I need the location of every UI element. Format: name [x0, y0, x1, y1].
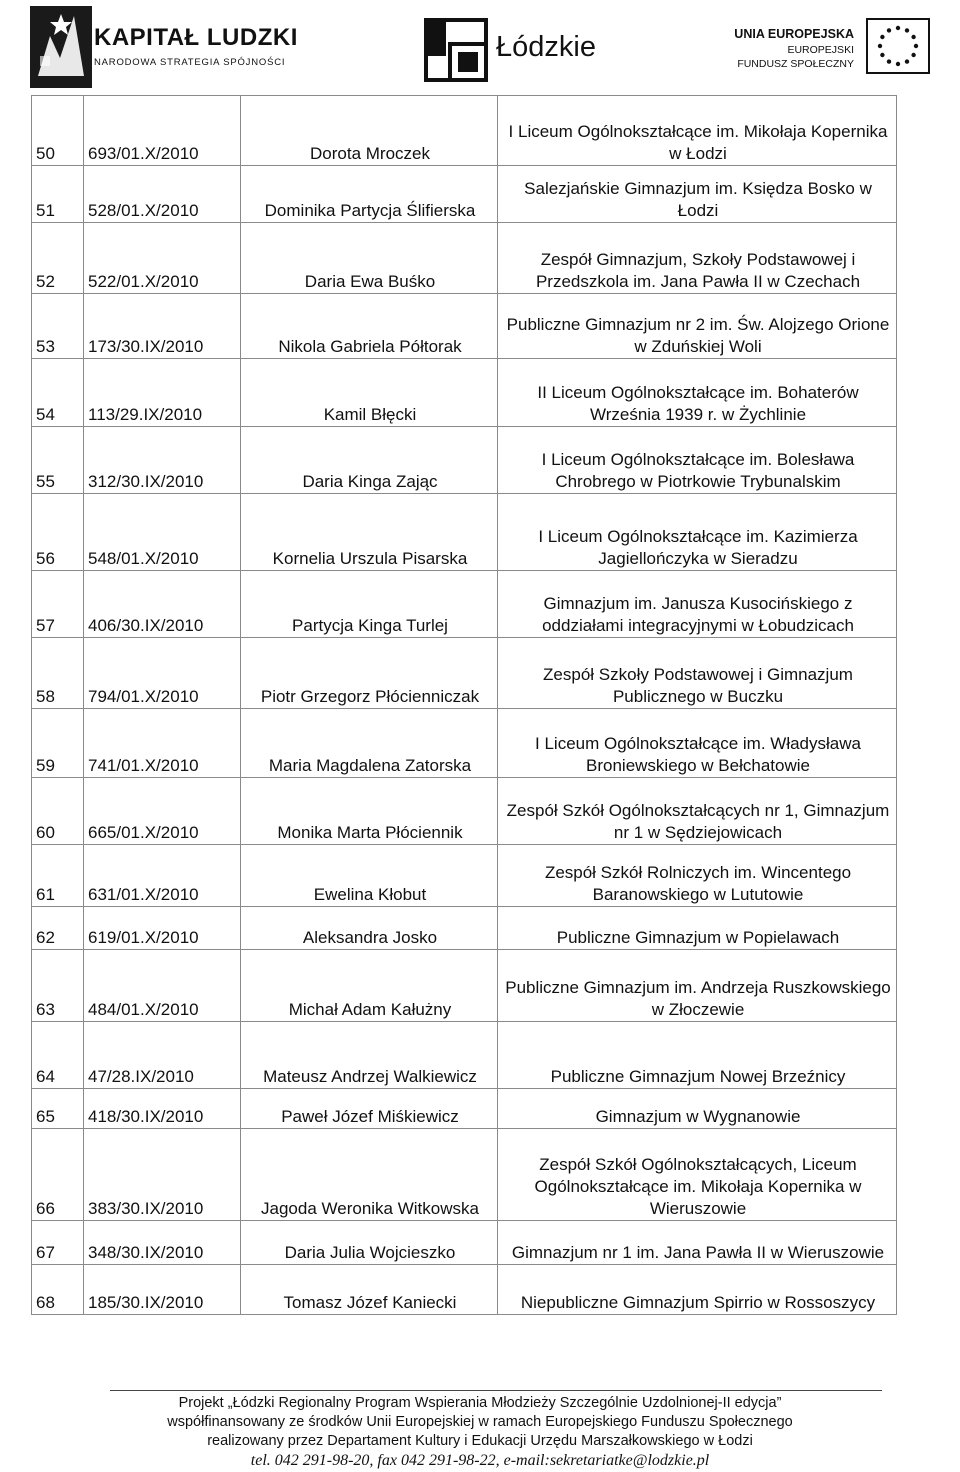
row-school: I Liceum Ogólnokształcące im. Władysława Broniewskiego w Bełchatowie: [498, 709, 897, 778]
table-row: [32, 638, 897, 709]
row-number: 63: [32, 950, 84, 1022]
row-number: 64: [32, 1022, 84, 1089]
table-row: [32, 1265, 897, 1315]
row-reference: 418/30.IX/2010: [84, 1089, 241, 1129]
row-number: 59: [32, 709, 84, 778]
table-row: [32, 709, 897, 778]
row-reference: 47/28.IX/2010: [84, 1022, 241, 1089]
footer-line-funding: współfinansowany ze środków Unii Europejskiej w ramach Europejskiego Funduszu Społecznego: [167, 1414, 793, 1430]
row-reference: 348/30.IX/2010: [84, 1221, 241, 1265]
table-row: [32, 1221, 897, 1265]
row-student-name: Mateusz Andrzej Walkiewicz: [241, 1022, 498, 1089]
eu-star-icon: [896, 62, 900, 66]
row-reference: 693/01.X/2010: [84, 96, 241, 166]
table-row: [32, 494, 897, 571]
row-number: 54: [32, 359, 84, 427]
row-student-name: Michał Adam Kałużny: [241, 950, 498, 1022]
row-reference: 406/30.IX/2010: [84, 571, 241, 638]
ue-title: UNIA EUROPEJSKA: [734, 27, 854, 41]
lodzkie-logo-icon: [424, 18, 488, 82]
eu-star-icon: [896, 26, 900, 30]
row-reference: 794/01.X/2010: [84, 638, 241, 709]
row-reference: 484/01.X/2010: [84, 950, 241, 1022]
row-school: Salezjańskie Gimnazjum im. Księdza Bosko w Łodzi: [498, 166, 897, 223]
eu-flag-icon: [866, 18, 930, 74]
kapital-ludzki-logo-icon: [30, 6, 92, 88]
table-row: [32, 166, 897, 223]
row-student-name: Aleksandra Josko: [241, 907, 498, 950]
footer-line-contact: tel. 042 291-98-20, fax 042 291-98-22, e-mail:sekretariatke@lodzkie.pl: [250, 1452, 710, 1469]
lodzkie-title: Łódzkie: [496, 31, 596, 63]
row-number: 62: [32, 907, 84, 950]
eu-star-icon: [911, 53, 915, 57]
row-student-name: Dorota Mroczek: [241, 96, 498, 166]
row-school: Zespół Szkół Ogólnokształcących, Liceum Ogólnokształcące im. Mikołaja Kopernika w Wieruszowie: [498, 1129, 897, 1221]
table-row: [32, 950, 897, 1022]
row-reference: 522/01.X/2010: [84, 223, 241, 294]
row-reference: 631/01.X/2010: [84, 845, 241, 907]
table-row: [32, 294, 897, 359]
row-number: 67: [32, 1221, 84, 1265]
row-student-name: Nikola Gabriela Półtorak: [241, 294, 498, 359]
table-row: [32, 223, 897, 294]
laureates-table: [31, 95, 897, 1315]
row-school: I Liceum Ogólnokształcące im. Mikołaja Kopernika w Łodzi: [498, 96, 897, 166]
row-number: 66: [32, 1129, 84, 1221]
row-student-name: Jagoda Weronika Witkowska: [241, 1129, 498, 1221]
table-row: [32, 1022, 897, 1089]
row-number: 57: [32, 571, 84, 638]
row-student-name: Daria Ewa Buśko: [241, 223, 498, 294]
row-student-name: Daria Kinga Zając: [241, 427, 498, 494]
row-reference: 741/01.X/2010: [84, 709, 241, 778]
row-reference: 312/30.IX/2010: [84, 427, 241, 494]
row-school: Zespół Szkoły Podstawowej i Gimnazjum Publicznego w Buczku: [498, 638, 897, 709]
row-student-name: Piotr Grzegorz Płócienniczak: [241, 638, 498, 709]
row-number: 53: [32, 294, 84, 359]
table-row: [32, 427, 897, 494]
footer-divider: [110, 1390, 882, 1391]
ue-subtitle-2: FUNDUSZ SPOŁECZNY: [737, 58, 854, 70]
row-number: 55: [32, 427, 84, 494]
ue-subtitle-1: EUROPEJSKI: [787, 44, 854, 56]
eu-star-icon: [887, 28, 891, 32]
row-number: 52: [32, 223, 84, 294]
row-student-name: Paweł Józef Miśkiewicz: [241, 1089, 498, 1129]
eu-star-icon: [880, 35, 884, 39]
row-school: Zespół Gimnazjum, Szkoły Podstawowej i Przedszkola im. Jana Pawła II w Czechach: [498, 223, 897, 294]
eu-star-icon: [905, 28, 909, 32]
table-row: [32, 907, 897, 950]
row-student-name: Kornelia Urszula Pisarska: [241, 494, 498, 571]
table-row: [32, 1089, 897, 1129]
row-number: 61: [32, 845, 84, 907]
row-student-name: Partycja Kinga Turlej: [241, 571, 498, 638]
kapital-ludzki-title: KAPITAŁ LUDZKI: [94, 24, 298, 51]
row-student-name: Daria Julia Wojcieszko: [241, 1221, 498, 1265]
row-number: 68: [32, 1265, 84, 1315]
row-school: Gimnazjum im. Janusza Kusocińskiego z oddziałami integracyjnymi w Łobudzicach: [498, 571, 897, 638]
row-school: Gimnazjum nr 1 im. Jana Pawła II w Wieruszowie: [498, 1221, 897, 1265]
kapital-ludzki-subtitle: NARODOWA STRATEGIA SPÓJNOŚCI: [94, 57, 286, 68]
page-footer: [0, 1394, 960, 1470]
row-reference: 383/30.IX/2010: [84, 1129, 241, 1221]
row-reference: 548/01.X/2010: [84, 494, 241, 571]
table-row: [32, 845, 897, 907]
footer-line-project: Projekt „Łódzki Regionalny Program Wspierania Młodzieży Szczególnie Uzdolnionej-II edycja”: [178, 1395, 782, 1411]
row-school: Niepubliczne Gimnazjum Spirrio w Rossoszycy: [498, 1265, 897, 1315]
row-school: Zespół Szkół Rolniczych im. Wincentego Baranowskiego w Lututowie: [498, 845, 897, 907]
row-school: I Liceum Ogólnokształcące im. Bolesława Chrobrego w Piotrkowie Trybunalskim: [498, 427, 897, 494]
row-school: Publiczne Gimnazjum nr 2 im. Św. Alojzego Orione w Zduńskiej Woli: [498, 294, 897, 359]
row-number: 51: [32, 166, 84, 223]
row-reference: 113/29.IX/2010: [84, 359, 241, 427]
eu-star-icon: [878, 44, 882, 48]
row-school: Publiczne Gimnazjum Nowej Brzeźnicy: [498, 1022, 897, 1089]
row-reference: 528/01.X/2010: [84, 166, 241, 223]
row-student-name: Dominika Partycja Ślifierska: [241, 166, 498, 223]
row-number: 58: [32, 638, 84, 709]
row-school: II Liceum Ogólnokształcące im. Bohaterów Września 1939 r. w Żychlinie: [498, 359, 897, 427]
row-school: I Liceum Ogólnokształcące im. Kazimierza Jagiellończyka w Sieradzu: [498, 494, 897, 571]
row-school: Publiczne Gimnazjum w Popielawach: [498, 907, 897, 950]
row-school: Publiczne Gimnazjum im. Andrzeja Ruszkowskiego w Złoczewie: [498, 950, 897, 1022]
row-school: Gimnazjum w Wygnanowie: [498, 1089, 897, 1129]
eu-star-icon: [880, 53, 884, 57]
row-number: 60: [32, 778, 84, 845]
table-row: [32, 96, 897, 166]
row-student-name: Ewelina Kłobut: [241, 845, 498, 907]
page-header: [0, 0, 960, 92]
row-student-name: Kamil Błęcki: [241, 359, 498, 427]
row-student-name: Monika Marta Płóciennik: [241, 778, 498, 845]
eu-star-icon: [914, 44, 918, 48]
row-number: 50: [32, 96, 84, 166]
footer-line-department: realizowany przez Departament Kultury i Edukacji Urzędu Marszałkowskiego w Łodzi: [207, 1433, 753, 1449]
row-number: 65: [32, 1089, 84, 1129]
eu-star-icon: [911, 35, 915, 39]
eu-star-icon: [887, 59, 891, 63]
table-row: [32, 778, 897, 845]
row-reference: 173/30.IX/2010: [84, 294, 241, 359]
eu-star-icon: [905, 59, 909, 63]
row-reference: 665/01.X/2010: [84, 778, 241, 845]
row-student-name: Tomasz Józef Kaniecki: [241, 1265, 498, 1315]
row-reference: 185/30.IX/2010: [84, 1265, 241, 1315]
row-school: Zespół Szkół Ogólnokształcących nr 1, Gimnazjum nr 1 w Sędziejowicach: [498, 778, 897, 845]
table-row: [32, 571, 897, 638]
table-row: [32, 359, 897, 427]
row-reference: 619/01.X/2010: [84, 907, 241, 950]
table-row: [32, 1129, 897, 1221]
row-number: 56: [32, 494, 84, 571]
row-student-name: Maria Magdalena Zatorska: [241, 709, 498, 778]
